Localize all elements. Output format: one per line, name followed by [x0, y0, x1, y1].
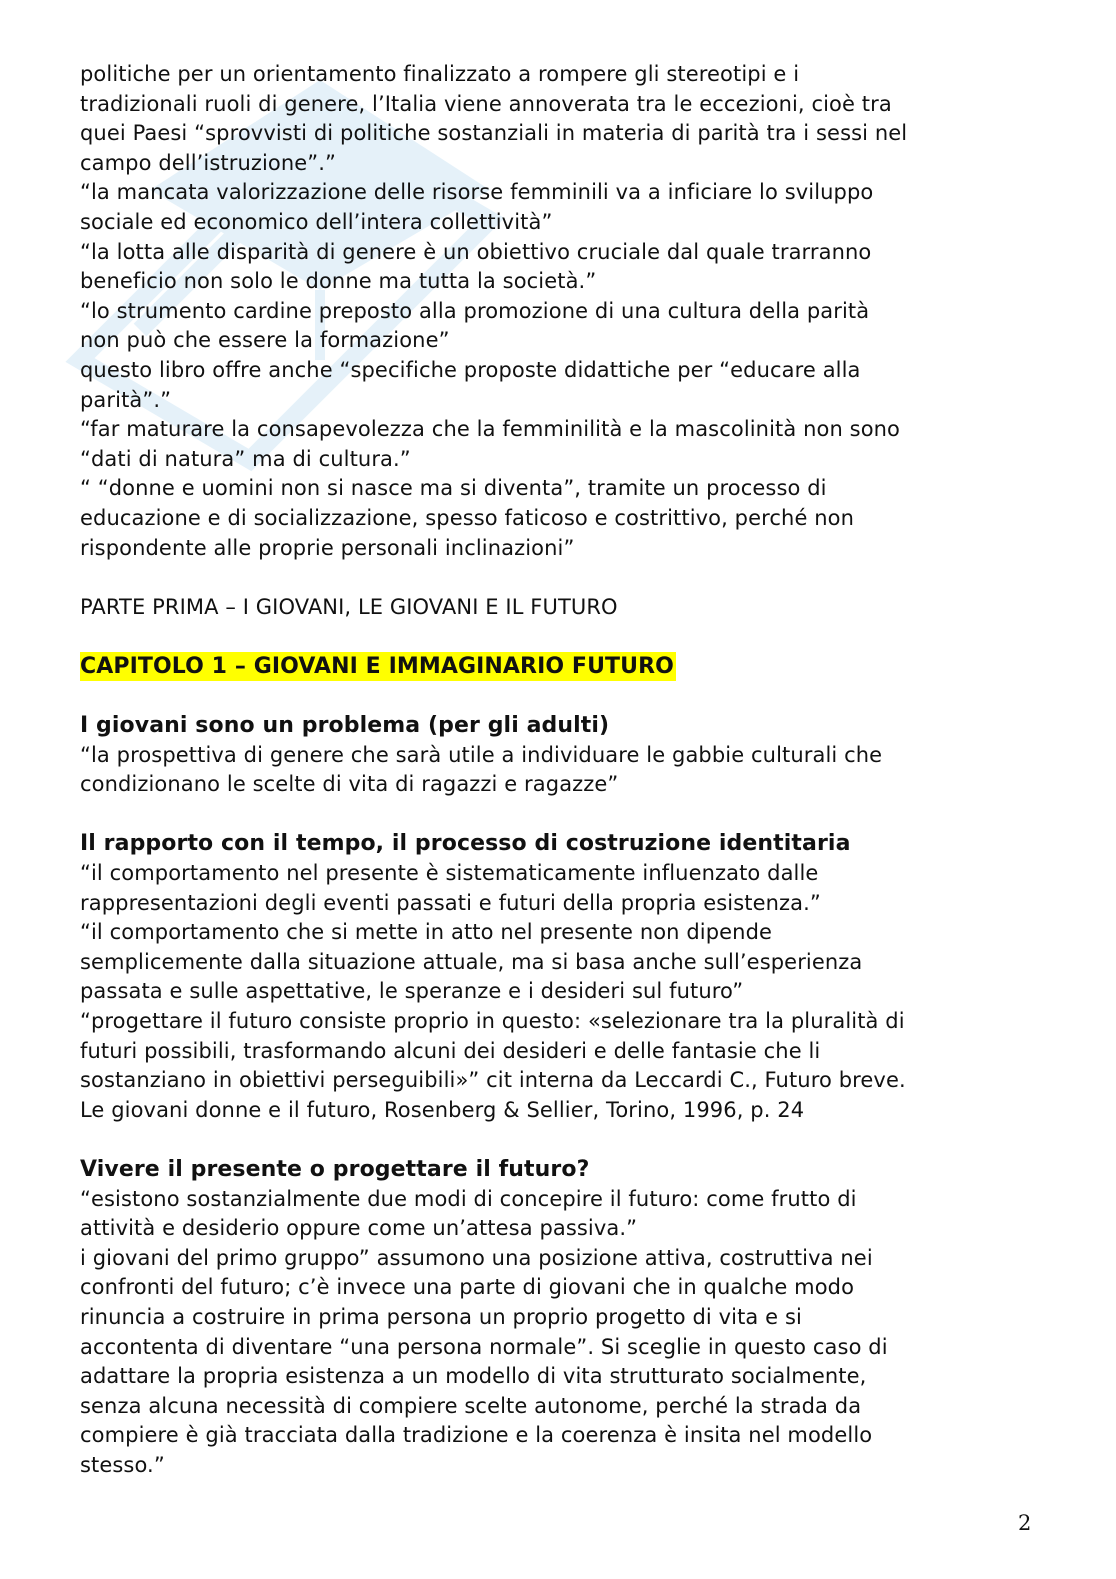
part-title: PARTE PRIMA – I GIOVANI, LE GIOVANI E IL FUTURO	[80, 594, 618, 619]
section	[80, 1155, 1040, 1481]
text-line: compiere è già tracciata dalla tradizione e la coerenza è insita nel modello	[80, 1423, 873, 1448]
sections	[80, 681, 1040, 1480]
text-line: rappresentazioni degli eventi passati e futuri della propria esistenza.”	[80, 890, 821, 915]
text-line: “la prospettiva di genere che sarà utile a individuare le gabbie culturali che	[80, 742, 883, 767]
text-line: attività e desiderio oppure come un’attesa passiva.”	[80, 1216, 638, 1241]
text-line: educazione e di socializzazione, spesso faticoso e costrittivo, perché non	[80, 505, 855, 530]
section	[80, 829, 1040, 1125]
section-heading: I giovani sono un problema (per gli adulti)	[80, 713, 610, 739]
text-line: questo libro offre anche “specifiche proposte didattiche per “educare alla	[80, 357, 861, 382]
page-number: 2	[1018, 1511, 1032, 1535]
text-line: “la mancata valorizzazione delle risorse femminili va a inficiare lo sviluppo	[80, 180, 874, 205]
intro-paragraph	[80, 60, 1040, 563]
text-line: futuri possibili, trasformando alcuni dei desideri e delle fantasie che li	[80, 1038, 821, 1063]
section-heading: Vivere il presente o progettare il futuro?	[80, 1156, 590, 1182]
document-body	[80, 60, 1040, 1481]
text-line: rispondente alle proprie personali inclinazioni”	[80, 535, 575, 560]
text-line: adattare la propria esistenza a un modello di vita strutturato socialmente,	[80, 1364, 867, 1389]
text-line: parità”.”	[80, 387, 172, 412]
text-line: politiche per un orientamento finalizzato a rompere gli stereotipi e i	[80, 62, 800, 86]
text-line: “far maturare la consapevolezza che la femminilità e la mascolinità non sono	[80, 417, 900, 442]
text-line: quei Paesi “sprovvisti di politiche sostanziali in materia di parità tra i sessi nel	[80, 121, 908, 146]
text-line: “dati di natura” ma di cultura.”	[80, 446, 411, 471]
text-line: beneficio non solo le donne ma tutta la società.”	[80, 269, 597, 294]
text-line: “ “donne e uomini non si nasce ma si diventa”, tramite un processo di	[80, 476, 827, 501]
text-line: confronti del futuro; c’è invece una parte di giovani che in qualche modo	[80, 1275, 855, 1300]
text-line: semplicemente dalla situazione attuale, ma si basa anche sull’esperienza	[80, 949, 863, 974]
text-line: tradizionali ruoli di genere, l’Italia viene annoverata tra le eccezioni, cioè tra	[80, 91, 892, 116]
text-line: passata e sulle aspettative, le speranze e i desideri sul futuro”	[80, 979, 744, 1004]
text-line: sostanziano in obiettivi perseguibili»” cit interna da Leccardi C., Futuro breve.	[80, 1068, 906, 1093]
text-line: sociale ed economico dell’intera collettività”	[80, 209, 553, 234]
text-line: “la lotta alle disparità di genere è un obiettivo cruciale dal quale trarranno	[80, 239, 872, 264]
text-line: stesso.”	[80, 1452, 165, 1477]
text-line: “il comportamento che si mette in atto nel presente non dipende	[80, 920, 773, 945]
text-line: “lo strumento cardine preposto alla promozione di una cultura della parità	[80, 298, 870, 323]
text-line: accontenta di diventare “una persona normale”. Si sceglie in questo caso di	[80, 1334, 888, 1359]
text-line: i giovani del primo gruppo” assumono una posizione attiva, costruttiva nei	[80, 1245, 873, 1270]
section	[80, 711, 1040, 800]
text-line: Le giovani donne e il futuro, Rosenberg & Sellier, Torino, 1996, p. 24	[80, 1097, 805, 1122]
text-line: campo dell’istruzione”.”	[80, 150, 337, 175]
text-line: “progettare il futuro consiste proprio in questo: «selezionare tra la pluralità di	[80, 1009, 905, 1033]
text-line: condizionano le scelte di vita di ragazzi e ragazze”	[80, 772, 619, 797]
section-heading: Il rapporto con il tempo, il processo di costruzione identitaria	[80, 831, 851, 857]
text-line: rinuncia a costruire in prima persona un proprio progetto di vita e si	[80, 1304, 802, 1329]
chapter-title: CAPITOLO 1 – GIOVANI E IMMAGINARIO FUTURO	[80, 652, 676, 682]
text-line: “esistono sostanzialmente due modi di concepire il futuro: come frutto di	[80, 1186, 857, 1211]
text-line: non può che essere la formazione”	[80, 328, 450, 353]
text-line: “il comportamento nel presente è sistematicamente influenzato dalle	[80, 861, 819, 886]
text-line: senza alcuna necessità di compiere scelte autonome, perché la strada da	[80, 1393, 862, 1418]
